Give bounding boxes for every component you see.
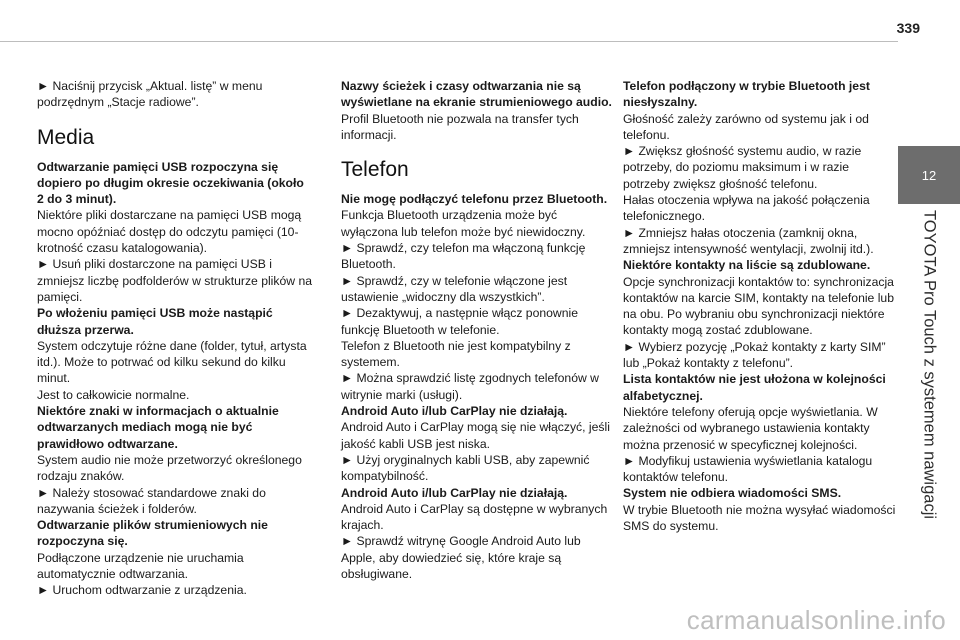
- body-text: System odczytuje różne dane (folder, tytuł, artysta itd.). Może to potrwać od kilku sekund do kilku minut.: [37, 338, 307, 386]
- topic-heading: Odtwarzanie plików strumieniowych nie rozpoczyna się.: [37, 518, 268, 549]
- instruction-text: ► Można sprawdzić listę zgodnych telefonów w witrynie marki (usługi).: [341, 371, 599, 402]
- topic-heading: Telefon podłączony w trybie Bluetooth jest niesłyszalny.: [623, 79, 870, 110]
- column-left: [37, 78, 312, 599]
- header-divider: [0, 41, 898, 42]
- instruction-text: ► Modyfikuj ustawienia wyświetlania katalogu kontaktów telefonu.: [623, 453, 873, 485]
- body-text: Android Auto i CarPlay mogą się nie włączyć, jeśli jakość kabli USB jest niska.: [341, 420, 610, 451]
- body-text: Podłączone urządzenie nie uruchamia automatycznie odtwarzania.: [37, 550, 244, 582]
- page-number: 339: [896, 20, 920, 36]
- topic-heading: Android Auto i/lub CarPlay nie działają.: [341, 485, 568, 500]
- column-right: [623, 78, 898, 534]
- chapter-title: TOYOTA Pro Touch z systemem nawigacji: [920, 210, 939, 520]
- body-text: Funkcja Bluetooth urządzenia może być wyłączona lub telefon może być niewidoczny.: [341, 208, 586, 239]
- body-text: Jest to całkowicie normalne.: [37, 387, 190, 402]
- instruction-text: ► Uruchom odtwarzanie z urządzenia.: [37, 583, 247, 598]
- topic-heading: Nazwy ścieżek i czasy odtwarzania nie są wyświetlane na ekranie strumieniowego audio.: [341, 79, 612, 110]
- topic-heading: Lista kontaktów nie jest ułożona w kolejności alfabetycznej.: [623, 372, 886, 403]
- instruction-text: ► Należy stosować standardowe znaki do nazywania ścieżek i folderów.: [37, 485, 266, 516]
- topic-heading: Niektóre kontakty na liście są zdublowane.: [623, 258, 871, 273]
- instruction-text: ► Naciśnij przycisk „Aktual. listę” w menu podrzędnym „Stacje radiowe”.: [37, 79, 263, 110]
- topic-heading: Niektóre znaki w informacjach o aktualnie odtwarzanych mediach mogą nie być prawidłowo odtwarzane.: [37, 404, 279, 451]
- topic-heading: Android Auto i/lub CarPlay nie działają.: [341, 404, 568, 419]
- chapter-tab: [898, 146, 960, 204]
- instruction-text: ► Wybierz pozycję „Pokaż kontakty z karty SIM” lub „Pokaż kontakty z telefonu”.: [623, 339, 886, 371]
- body-text: Niektóre pliki dostarczane na pamięci USB mogą mocno opóźniać dostęp do odczytu pamięci (10-krotność czasu katalogowania).: [37, 208, 302, 256]
- topic-heading: Po włożeniu pamięci USB może nastąpić dłuższa przerwa.: [37, 306, 273, 337]
- body-text: Głośność zależy zarówno od systemu jak i od telefonu.: [623, 111, 869, 142]
- instruction-text: ► Sprawdź, czy w telefonie włączone jest ustawienie „widoczny dla wszystkich”.: [341, 273, 568, 304]
- column-middle: [341, 78, 616, 582]
- body-text: Telefon z Bluetooth nie jest kompatybilny z systemem.: [341, 338, 571, 370]
- body-text: Android Auto i CarPlay są dostępne w wybranych krajach.: [341, 501, 608, 533]
- instruction-text: ► Sprawdź, czy telefon ma włączoną funkcję Bluetooth.: [341, 241, 586, 272]
- chapter-number: 12: [921, 167, 937, 183]
- body-text: W trybie Bluetooth nie można wysyłać wiadomości SMS do systemu.: [623, 502, 896, 534]
- instruction-text: ► Zmniejsz hałas otoczenia (zamknij okna, zmniejsz intensywność wentylacji, zwolnij itd.).: [623, 225, 874, 256]
- instruction-text: ► Zwiększ głośność systemu audio, w razie potrzeby, do poziomu maksimum i w razie potrzeby zwiększ głośność telefonu.: [623, 144, 862, 191]
- watermark: carmanualsonline.info: [686, 605, 946, 635]
- topic-heading: System nie odbiera wiadomości SMS.: [623, 486, 842, 501]
- instruction-text: ► Dezaktywuj, a następnie włącz ponownie funkcję Bluetooth w telefonie.: [341, 306, 578, 337]
- instruction-text: ► Usuń pliki dostarczone na pamięci USB i zmniejsz liczbę podfolderów w strukturze plików na pamięci.: [37, 257, 313, 304]
- section-heading: Telefon: [341, 158, 409, 182]
- topic-heading: Odtwarzanie pamięci USB rozpoczyna się dopiero po długim okresie oczekiwania (około 2 do 3 minut).: [37, 159, 304, 207]
- body-text: Opcje synchronizacji kontaktów to: synchronizacja kontaktów na karcie SIM, kontakty na telefonie lub na obu. Po wybraniu obu synchronizacji niektóre kontakty mogą zostać zdublowane.: [623, 274, 894, 338]
- body-text: Niektóre telefony oferują opcje wyświetlania. W zależności od wybranego ustawienia kontakty można przenosić w specyficznej kolejności.: [623, 404, 878, 452]
- chapter-title-vertical: [898, 210, 960, 520]
- body-text: Profil Bluetooth nie pozwala na transfer tych informacji.: [341, 111, 579, 142]
- body-text: Hałas otoczenia wpływa na jakość połączenia telefonicznego.: [623, 193, 870, 224]
- section-heading: Media: [37, 125, 95, 149]
- body-text: System audio nie może przetworzyć określonego rodzaju znaków.: [37, 452, 302, 484]
- instruction-text: ► Sprawdź witrynę Google Android Auto lub Apple, aby dowiedzieć się, które kraje są obsługiwane.: [341, 534, 581, 582]
- instruction-text: ► Użyj oryginalnych kabli USB, aby zapewnić kompatybilność.: [341, 452, 590, 484]
- topic-heading: Nie mogę podłączyć telefonu przez Bluetooth.: [341, 192, 608, 207]
